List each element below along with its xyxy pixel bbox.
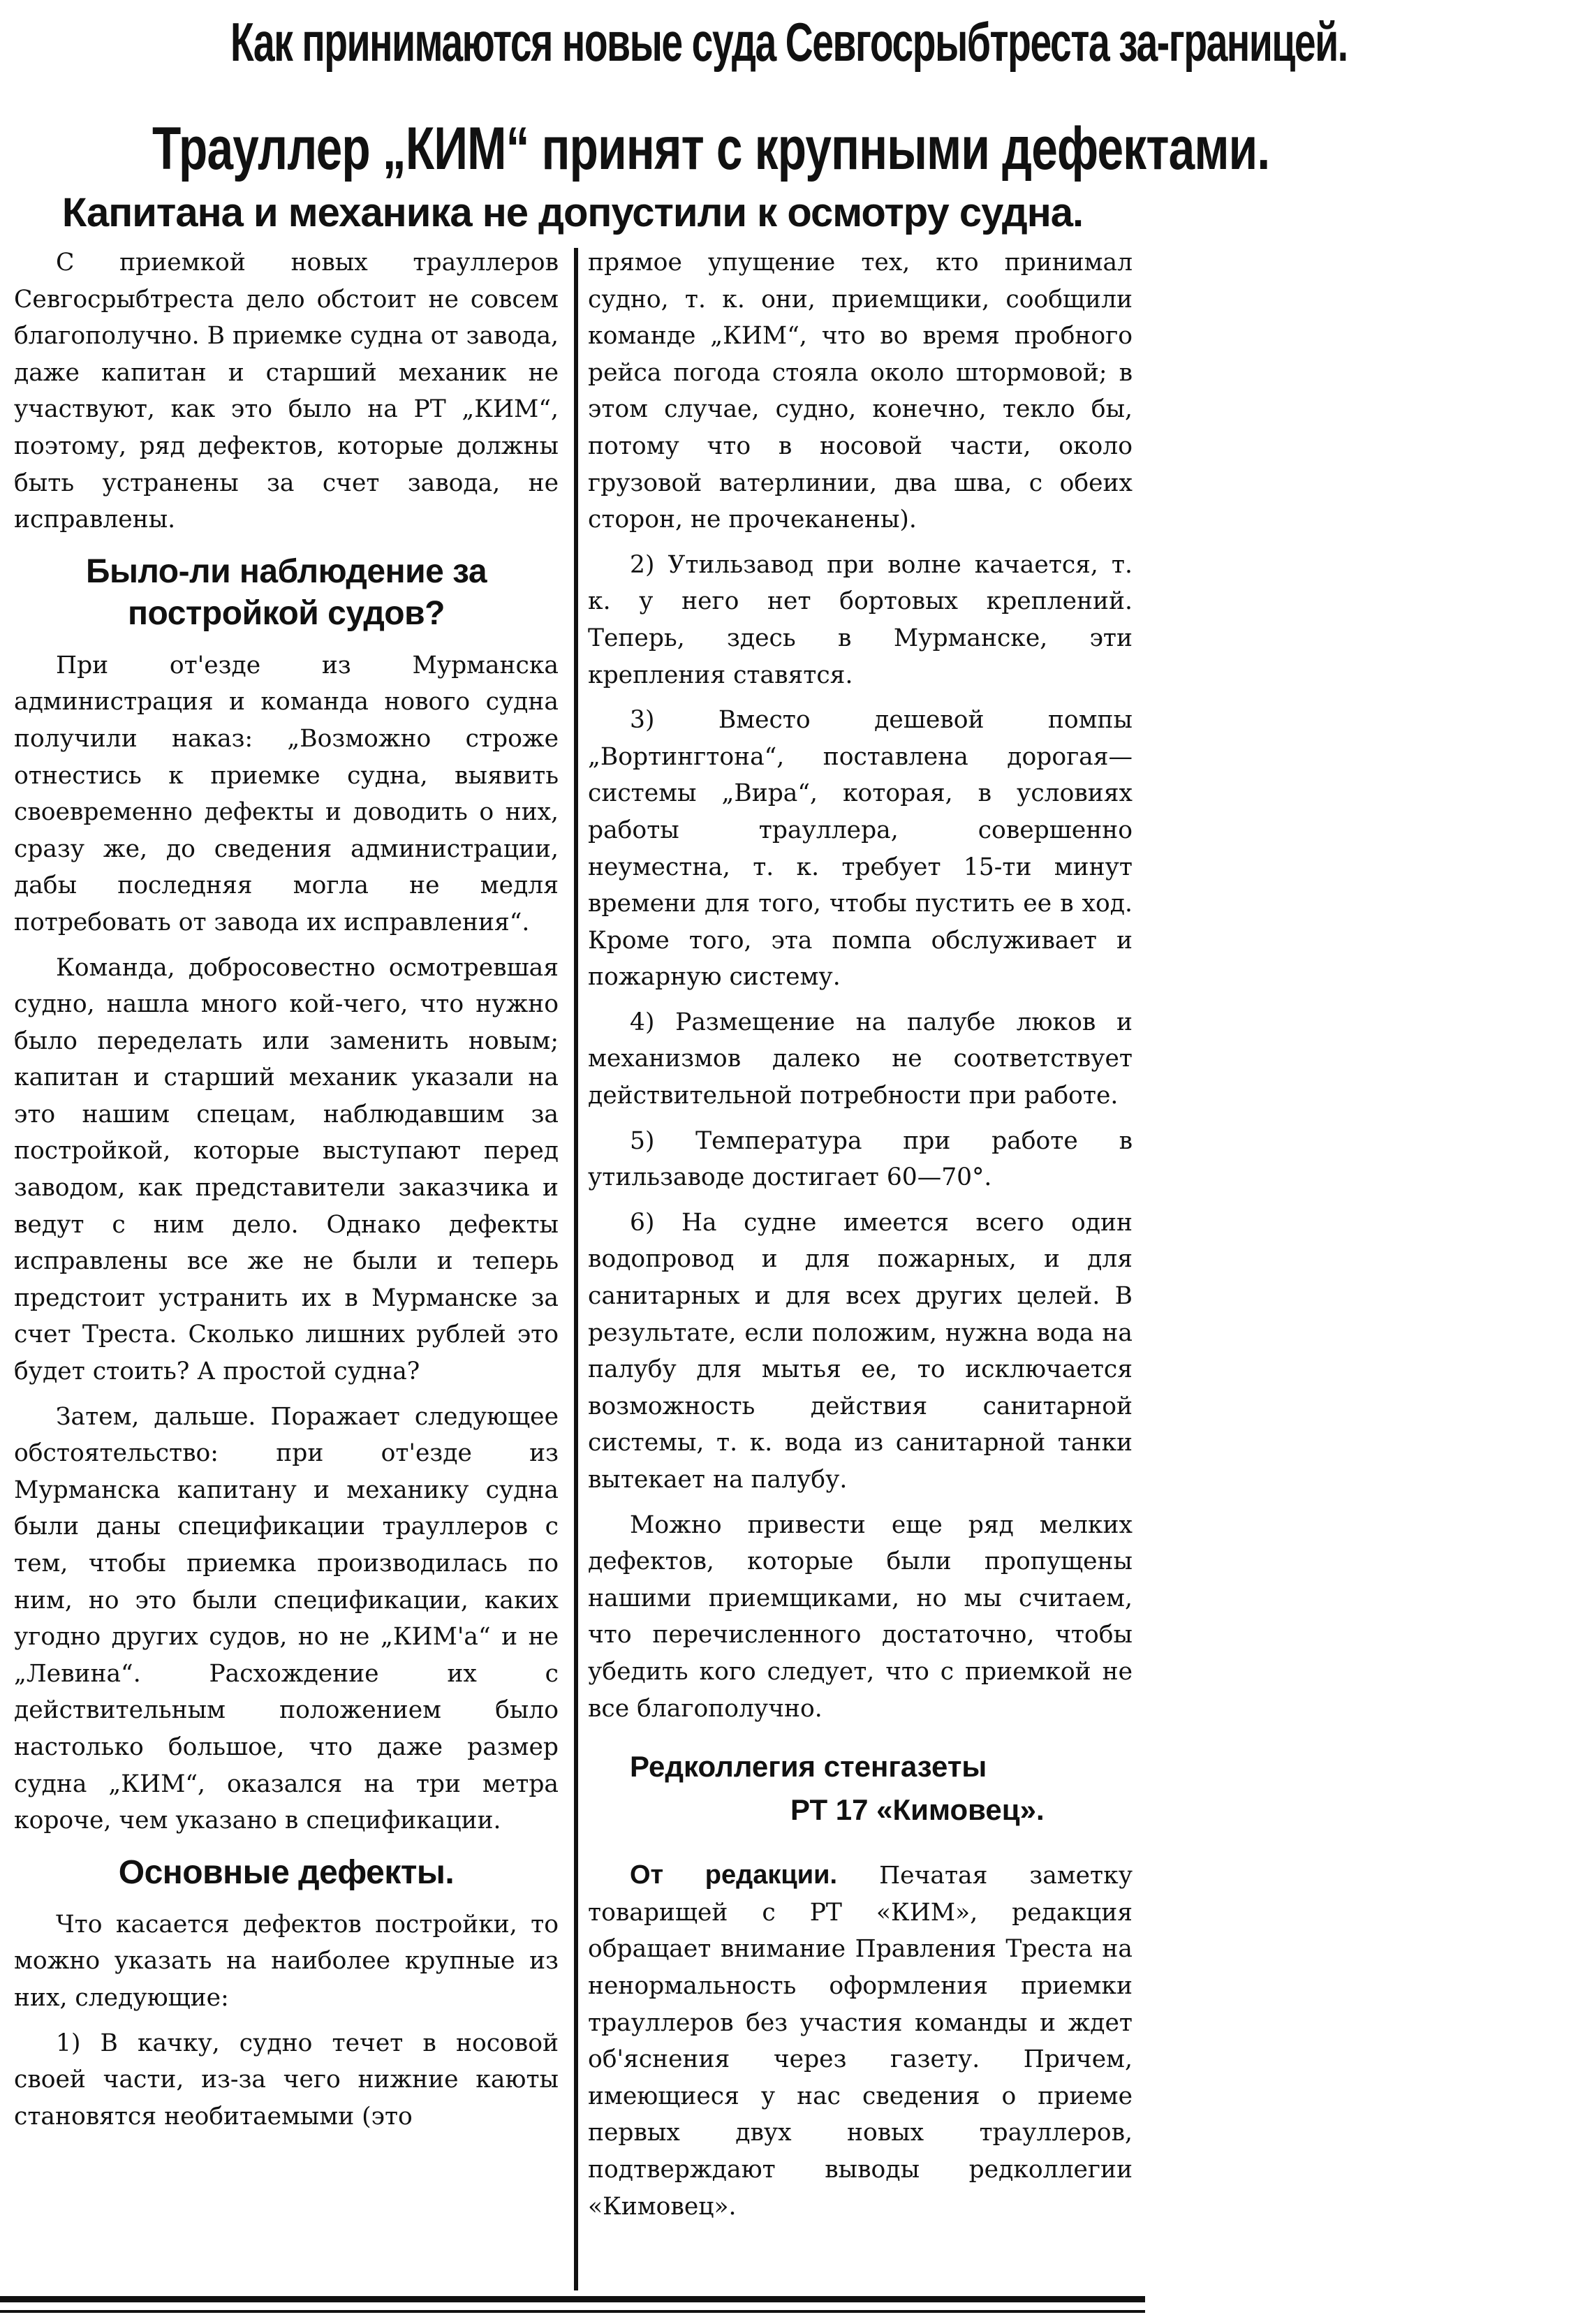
subheading-main-defects: Основные дефекты. — [118, 1853, 455, 1891]
editor-note — [588, 1857, 1133, 2225]
defect-item: 4) Размещение на палубе люков и механизмов далеко не соответствует действительной потребности при работе. — [588, 1008, 1133, 1110]
bottom-rule-thin — [0, 2310, 1145, 2313]
defect-item: 3) Вместо дешевой помпы „Вортингтона“, поставлена дорогая—системы „Вира“, которая, в условиях работы трауллера, совершенно неуместна, т. к. требует 15-ти минут времени для того, чтобы пустить ее в ход. Кроме того, эта помпа обслуживает и пожарную систему. — [588, 706, 1133, 992]
editor-note-text: Печатая заметку товарищей с РТ «КИМ», редакция обращает внимание Правления Треста на ненормальность оформления приемки трауллеров без участия команды и ждет об'яснения через газету. Причем, имеющиеся у нас сведения о приеме первых двух новых трауллеров, подтверждают выводы редколлегии «Кимовец». — [588, 1862, 1133, 2221]
headline-tertiary: Капитана и механика не допустили к осмотру судна. — [61, 190, 1084, 235]
signature — [588, 1745, 1133, 1832]
paragraph: Команда, добросовестно осмотревшая судно, нашла много кой-чего, что нужно было переделать или заменить новым; капитан и старший механик указали на это нашим спецам, наблюдавшим за постройкой, которые выступают перед заводом, как представители заказчика и ведут с ним дело. Однако дефекты исправлены все же не были и теперь предстоит устранить их в Мурманске за счет Треста. Сколько лишних рублей это будет стоить? А простой судна? — [14, 953, 559, 1386]
right-column — [588, 244, 1133, 2233]
bottom-rule-thick — [0, 2296, 1145, 2302]
headline-secondary: Трауллер „КИМ“ принят с крупными дефектами. — [152, 115, 1270, 182]
defect-item: 5) Температура при работе в утильзаводе достигает 60—70°. — [588, 1126, 1133, 1192]
paragraph: При от'езде из Мурманска администрация и команда нового судна получили наказ: „Возможно строже отнестись к приемке судна, выявить своевременно дефекты и доводить о них, сразу же, до сведения администрации, дабы последняя могла не медля потребовать от завода их исправления“. — [14, 651, 559, 936]
subheading-construction-oversight: Было-ли наблюдение за постройкой судов? — [85, 552, 487, 632]
intro-paragraph: С приемкой новых трауллеров Севгосрыбтреста дело обстоит не совсем благополучно. В приемке судна от завода, даже капитан и старший механик не участвуют, как это было на РТ „КИМ“, поэтому, ряд дефектов, которые должны быть устранены за счет завода, не исправлены. — [14, 249, 559, 534]
defect-item: 1) В качку, судно течет в носовой своей части, из-за чего нижние каюты становятся необитаемыми (это — [14, 2029, 559, 2131]
left-column — [14, 244, 559, 2143]
paragraph-continued: прямое упущение тех, кто принимал судно, т. к. они, приемщики, сообщили команде „КИМ“, что во время пробного рейса погода стояла около штормовой; в этом случае, судно, конечно, текло бы, потому что в носовой части, около грузовой ватерлинии, два шва, с обеих сторон, не прочеканены). — [588, 249, 1133, 534]
signature-line: Редколлегия стенгазеты — [630, 1750, 987, 1784]
paragraph: Затем, дальше. Поражает следующее обстоятельство: при от'езде из Мурманска капитану и механику судна были даны спецификации трауллеров с тем, чтобы приемка производилась по ним, но это были спецификации, каких угодно других судов, но не „КИМ'а“ и не „Левина“. Расхождение их с действительным положением было настолько большое, что даже размер судна „КИМ“, оказался на три метра короче, чем указано в спецификации. — [14, 1402, 559, 1835]
headline-main: Как принимаются новые суда Севгосрыбтреста за-границей. — [230, 11, 1348, 73]
signature-line: РТ 17 «Кимовец». — [790, 1793, 1045, 1827]
defect-item: 2) Утильзавод при волне качается, т. к. у него нет бортовых креплений. Теперь, здесь в Мурманске, эти крепления ставятся. — [588, 550, 1133, 689]
paragraph: Можно привести еще ряд мелких дефектов, которые были пропущены нашими приемщиками, но мы считаем, что перечисленного достаточно, чтобы убедить кого следует, что с приемкой не все благополучно. — [588, 1510, 1133, 1723]
editor-label: От редакции. — [630, 1860, 838, 1890]
paragraph: Что касается дефектов постройки, то можно указать на наиболее крупные из них, следующие: — [14, 1910, 559, 2012]
column-divider — [574, 248, 578, 2290]
defect-item: 6) На судне имеется всего один водопровод и для пожарных, и для санитарных и для всех других целей. В результате, если положим, нужна вода на палубу для мытья ее, то исключается возможность действия санитарной системы, т. к. вода из санитарной танки вытекает на палубу. — [588, 1208, 1133, 1494]
